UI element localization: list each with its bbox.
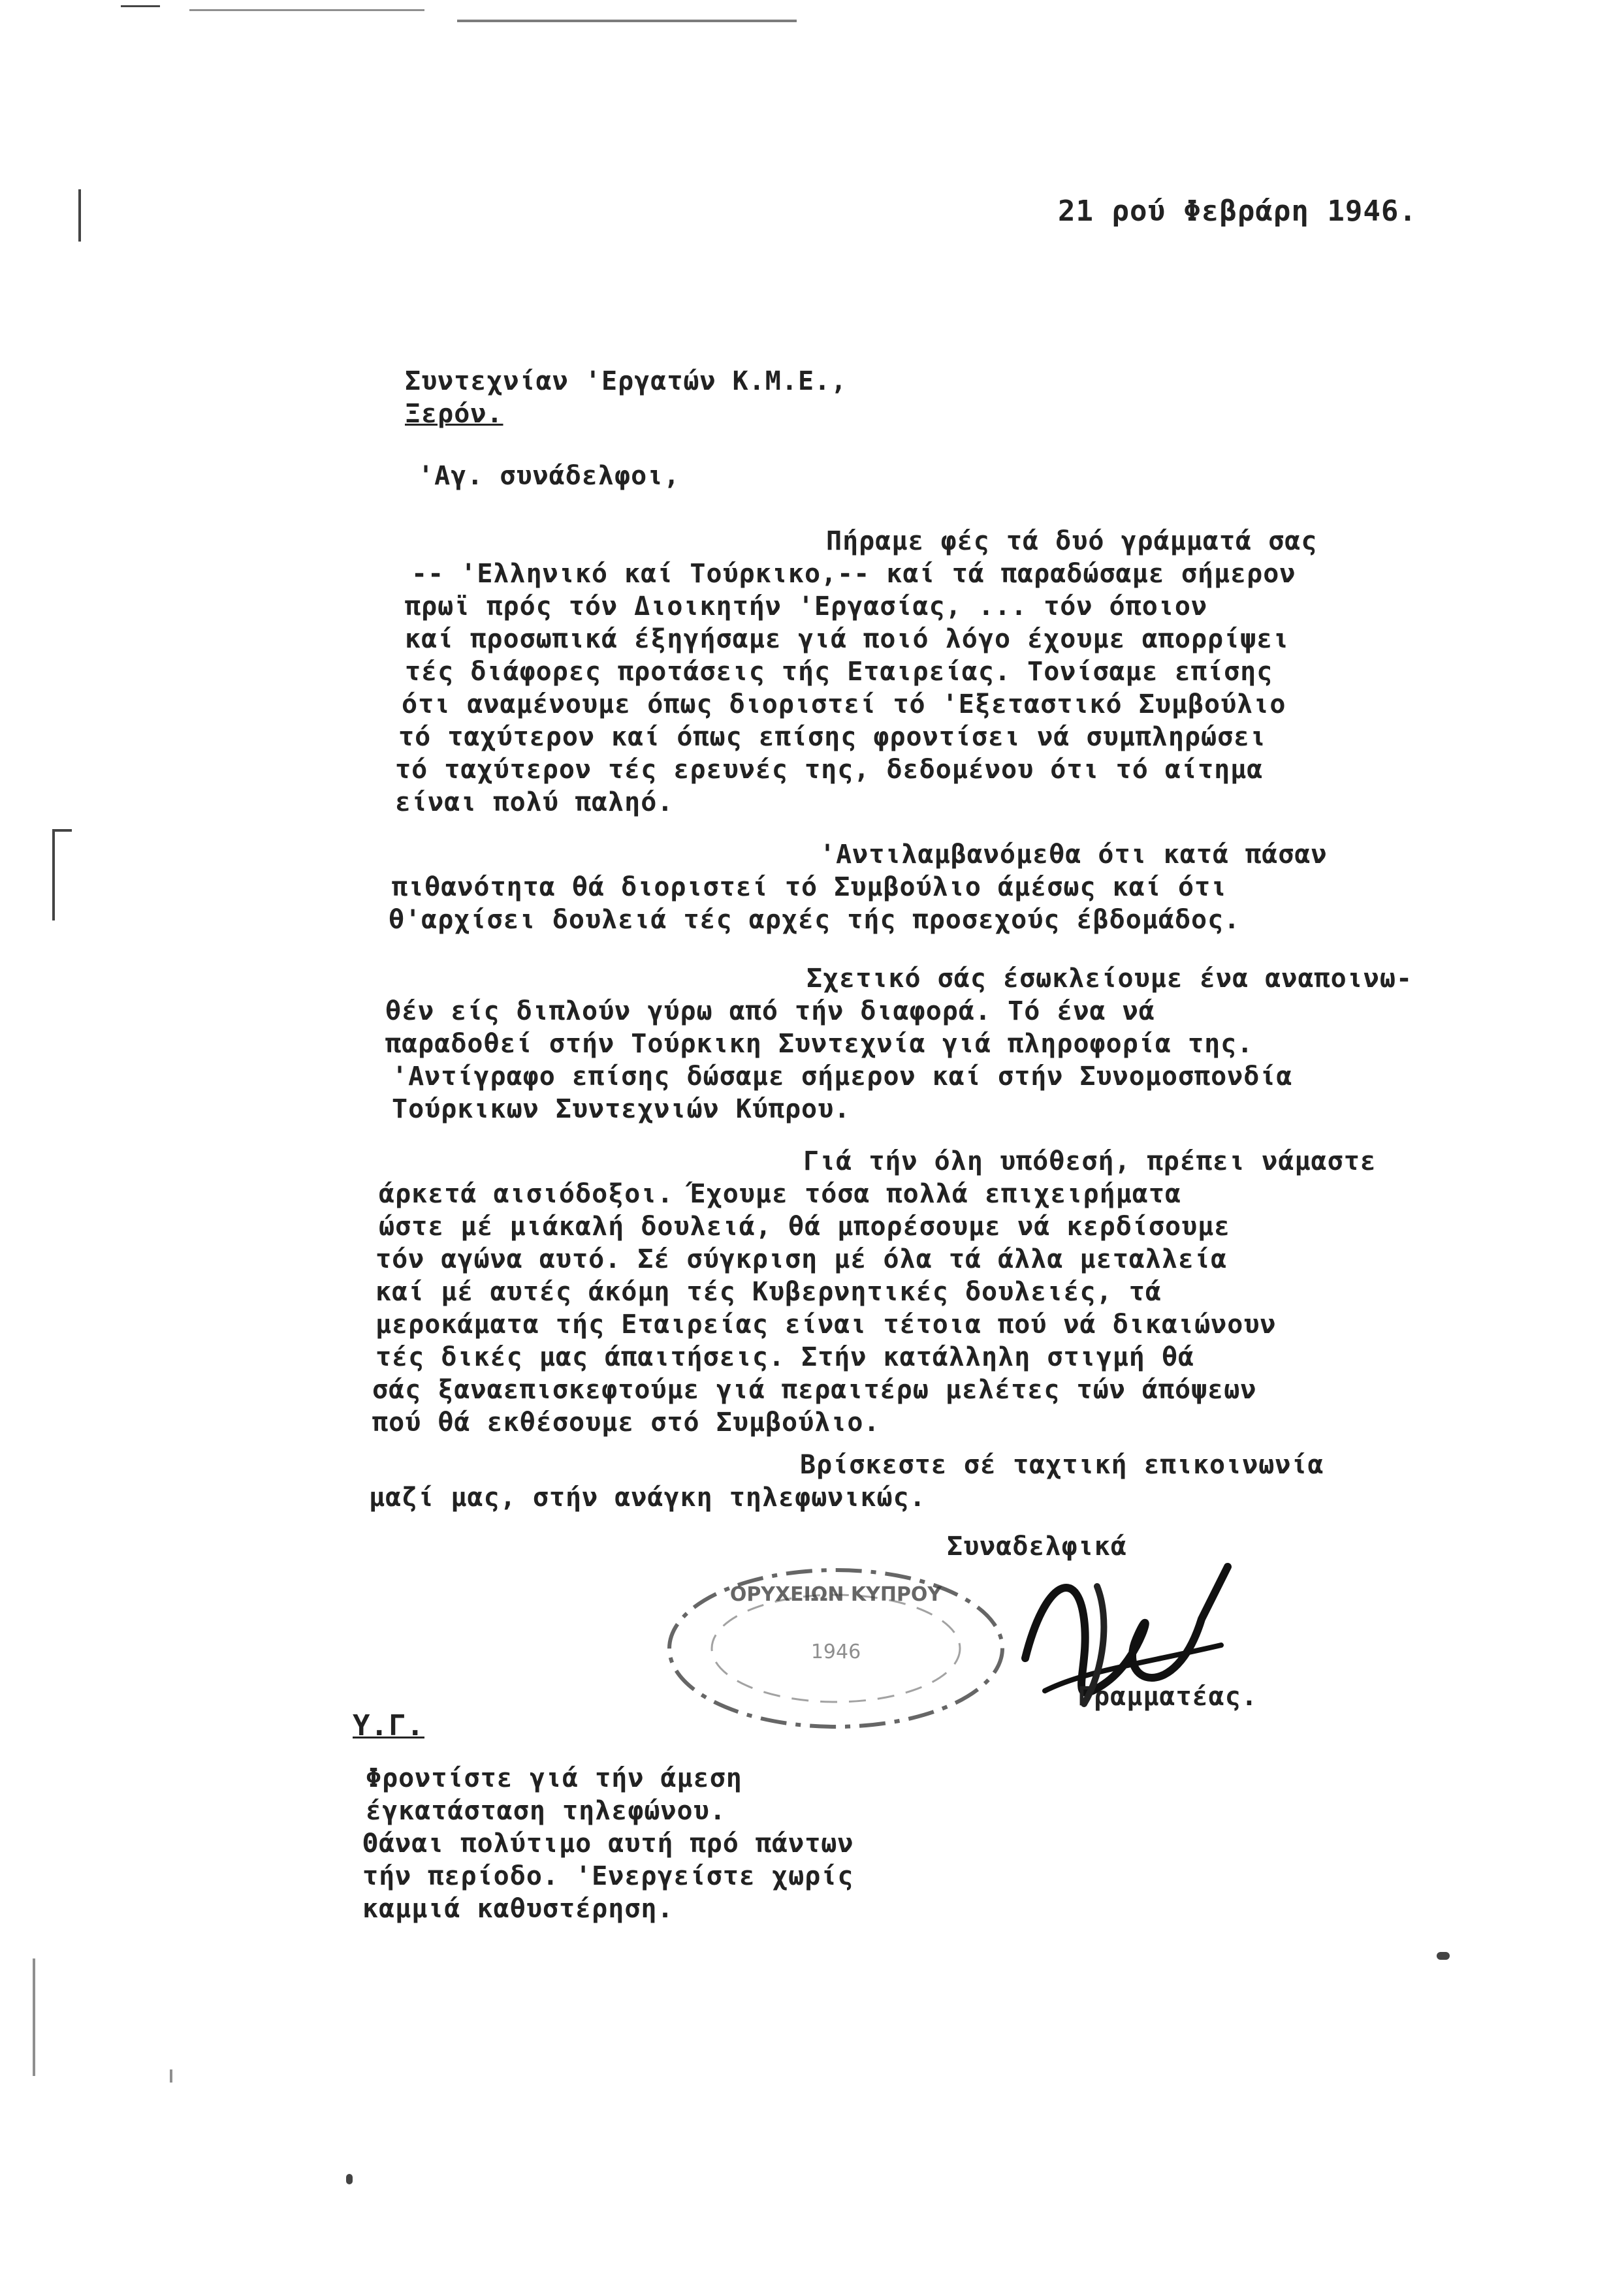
paragraph-line: πρωϊ πρός τόν Διοικητήν 'Εργασίας, ... τόν όποιον bbox=[405, 591, 1208, 621]
ps-line: τήν περίοδο. 'Ενεργείστε χωρίς bbox=[362, 1861, 854, 1891]
paragraph-line: Σχετικό σάς έσωκλείουμε ένα αναποινω- bbox=[806, 964, 1413, 994]
recipient-line-1: Συντεχνίαν 'Εργατών Κ.Μ.Ε., bbox=[405, 366, 848, 396]
stamp-seal bbox=[653, 1554, 1019, 1743]
closing: Συναδελφικά bbox=[947, 1532, 1127, 1562]
paragraph-line: μεροκάματα τής Εταιρείας είναι τέτοια πού νά δικαιώνουν bbox=[375, 1310, 1277, 1340]
scan-mark bbox=[33, 1958, 35, 2076]
paragraph-line: ότι αναμένουμε όπως διοριστεί τό 'Εξεταστικό Συμβούλιο bbox=[402, 689, 1286, 719]
paragraph-line: 'Αντίγραφο επίσης δώσαμε σήμερον καί στήν Συνομοσπονδία bbox=[392, 1062, 1293, 1092]
paragraph-line: πιθανότητα θά διοριστεί τό Συμβούλιο άμέσως καί ότι bbox=[392, 872, 1228, 902]
letter-date: 21 ρού Φεβράρη 1946. bbox=[1058, 195, 1417, 228]
scan-mark bbox=[52, 829, 55, 920]
ps-line: Θάναι πολύτιμο αυτή πρό πάντων bbox=[362, 1829, 854, 1859]
ps-line: καμμιά καθυστέρηση. bbox=[362, 1894, 674, 1924]
scan-mark bbox=[78, 189, 81, 242]
paragraph-line: είναι πολύ παληό. bbox=[395, 787, 674, 817]
paragraph-line: θ'αρχίσει δουλειά τές αρχές τής προσεχούς έβδομάδος. bbox=[389, 905, 1241, 935]
paragraph-line: τό ταχύτερον τές ερευνές της, δεδομένου ότι τό αίτημα bbox=[395, 755, 1264, 785]
paragraph-line: παραδοθεί στήν Τούρκικη Συντεχνία γιά πληροφορία της. bbox=[385, 1029, 1254, 1059]
paragraph-line: πού θά εκθέσουμε στό Συμβούλιο. bbox=[372, 1407, 880, 1438]
scan-speck bbox=[170, 2069, 172, 2083]
paragraph-line: Γιά τήν όλη υπόθεσή, πρέπει νάμαστε bbox=[803, 1146, 1377, 1176]
paragraph-line: άρκετά αισιόδοξοι. Έχουμε τόσα πολλά επιχειρήματα bbox=[379, 1179, 1182, 1209]
ps-label: Υ.Γ. bbox=[353, 1709, 424, 1742]
stamp-outer-text: ΟΡΥΧΕΙΩΝ ΚΥΠΡΟΥ bbox=[729, 1583, 942, 1606]
stamp-center-text: 1946 bbox=[810, 1641, 861, 1663]
paragraph-line: τές διάφορες προτάσεις τής Εταιρείας. Τονίσαμε επίσης bbox=[405, 657, 1273, 687]
ps-line: Φροντίστε γιά τήν άμεση bbox=[366, 1763, 742, 1793]
scan-speck bbox=[346, 2174, 353, 2184]
paragraph-line: θέν είς διπλούν γύρω από τήν διαφορά. Τό ένα νά bbox=[385, 996, 1155, 1026]
scan-speck bbox=[1437, 1952, 1450, 1960]
paragraph-line: μαζί μας, στήν ανάγκη τηλεφωνικώς. bbox=[369, 1483, 926, 1513]
paragraph-line: τό ταχύτερον καί όπως επίσης φροντίσει νά συμπληρώσει bbox=[398, 722, 1267, 752]
paragraph-line: -- 'Ελληνικό καί Τούρκικο,-- καί τά παραδώσαμε σήμερον bbox=[411, 559, 1296, 589]
recipient-line-2: Ξερόν. bbox=[405, 399, 503, 429]
ps-line: έγκατάσταση τηλεφώνου. bbox=[366, 1796, 726, 1826]
paragraph-line: 'Αντιλαμβανόμεθα ότι κατά πάσαν bbox=[820, 840, 1328, 870]
paragraph-line: Βρίσκεστε σέ ταχτική επικοινωνία bbox=[800, 1450, 1324, 1480]
salutation: 'Αγ. συνάδελφοι, bbox=[418, 461, 680, 491]
paragraph-line: καί μέ αυτές άκόμη τές Κυβερνητικές δουλειές, τά bbox=[375, 1277, 1162, 1307]
paragraph-line: τές δικές μας άπαιτήσεις. Στήν κατάλληλη στιγμή θά bbox=[375, 1342, 1195, 1372]
scan-mark bbox=[457, 20, 797, 22]
signer-title: Γραμματέας. bbox=[1077, 1682, 1258, 1712]
paragraph-line: Πήραμε φές τά δυό γράμματά σας bbox=[826, 526, 1318, 556]
scan-mark bbox=[52, 829, 72, 832]
scan-mark bbox=[189, 9, 424, 11]
paragraph-line: Τούρκικων Συντεχνιών Κύπρου. bbox=[392, 1094, 851, 1124]
paragraph-line: σάς ξαναεπισκεφτούμε γιά περαιτέρω μελέτες τών άπόψεων bbox=[372, 1375, 1257, 1405]
paragraph-line: καί προσωπικά έξηγήσαμε γιά ποιό λόγο έχουμε απορρίψει bbox=[405, 624, 1290, 654]
scan-mark bbox=[121, 5, 160, 7]
paragraph-line: τόν αγώνα αυτό. Σέ σύγκριση μέ όλα τά άλλα μεταλλεία bbox=[375, 1244, 1228, 1274]
paragraph-line: ώστε μέ μιάκαλή δουλειά, θά μπορέσουμε νά κερδίσουμε bbox=[379, 1212, 1231, 1242]
